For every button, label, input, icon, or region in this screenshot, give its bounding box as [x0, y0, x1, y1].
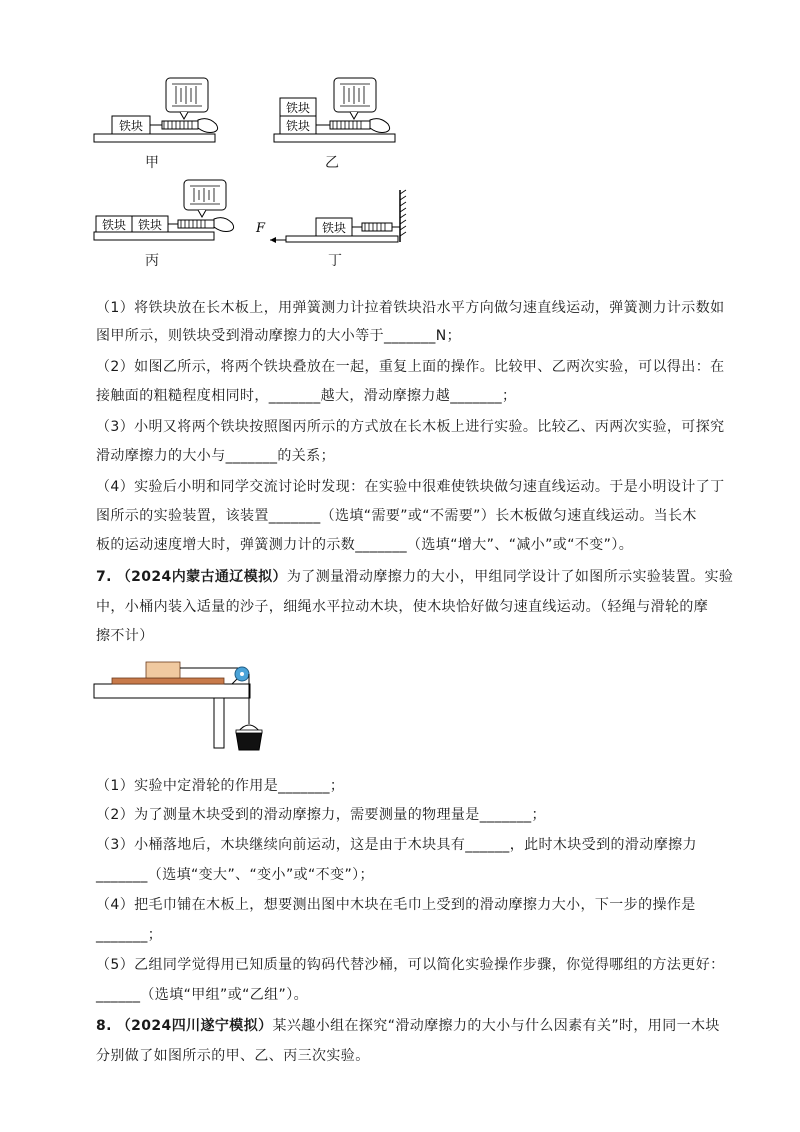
block-label: 铁块 — [285, 119, 311, 133]
q6-part4-line2: 图所示的实验装置，该装置_______（选填“需要”或“不需要”）长木板做匀速直线运动。当长木 — [96, 508, 697, 524]
figure-label-bing: 丙 — [145, 253, 159, 269]
figure-jia — [90, 72, 230, 150]
figure-yi — [270, 72, 410, 150]
q6-part4-line1: （4）实验后小明和同学交流讨论时发现：在实验中很难使铁块做匀速直线运动。于是小明设计了丁 — [96, 479, 725, 495]
q7-stem-line1 — [96, 568, 733, 586]
block-label: 铁块 — [118, 119, 144, 133]
q7-part5-line2: ______（选填“甲组”或“乙组”）。 — [96, 987, 309, 1003]
q6-part2-line2: 接触面的粗糙程度相同时，_______越大，滑动摩擦力越_______； — [96, 388, 517, 404]
q7-stem-text: 为了测量滑动摩擦力的大小，甲组同学设计了如图所示实验装置。实验 — [286, 569, 734, 585]
q7-stem-line2: 中，小桶内装入适量的沙子，细绳水平拉动木块，使木块恰好做匀速直线运动。（轻绳与滑轮的摩 — [96, 599, 709, 615]
q7-stem-line3: 擦不计） — [96, 628, 154, 644]
q6-part1-line2: 图甲所示，则铁块受到滑动摩擦力的大小等于_______N； — [96, 328, 462, 344]
force-label: F — [256, 221, 266, 236]
q8-source: （2024四川遂宁模拟） — [116, 1018, 273, 1034]
q8-stem-text: 某兴趣小组在探究“滑动摩擦力的大小与什么因素有关”时，用同一木块 — [272, 1018, 720, 1034]
q7-source: （2024内蒙古通辽模拟） — [116, 569, 287, 585]
figure-bing — [92, 176, 242, 248]
figure-ding — [250, 188, 410, 248]
q7-part4-line1: （4）把毛巾铺在木板上，想要测出图中木块在毛巾上受到的滑动摩擦力大小，下一步的操作是 — [96, 897, 696, 913]
q6-part4-line3: 板的运动速度增大时，弹簧测力计的示数_______（选填“增大”、“减小”或“不变”）。 — [96, 537, 634, 553]
figure-label-jia: 甲 — [145, 155, 159, 171]
q8-number: 8. — [96, 1018, 112, 1034]
figure-label-ding: 丁 — [328, 253, 342, 269]
q6-part3-line2: 滑动摩擦力的大小与_______的关系； — [96, 448, 335, 464]
q6-part3-line1: （3）小明又将两个铁块按照图丙所示的方式放在长木板上进行实验。比较乙、丙两次实验，可探究 — [96, 419, 725, 435]
q7-part5-line1: （5）乙组同学觉得用已知质量的钩码代替沙桶，可以简化实验操作步骤，你觉得哪组的方法更好： — [96, 957, 725, 973]
q8-stem-line1 — [96, 1017, 720, 1035]
q8-stem-line2: 分别做了如图所示的甲、乙、丙三次实验。 — [96, 1048, 370, 1064]
block-label: 铁块 — [101, 218, 127, 232]
q6-part1-line1: （1）将铁块放在长木板上，用弹簧测力计拉着铁块沿水平方向做匀速直线运动，弹簧测力计示数如 — [96, 300, 725, 316]
block-label: 铁块 — [285, 101, 311, 115]
q7-part4-line2: _______； — [96, 927, 163, 943]
block-label: 铁块 — [321, 221, 347, 235]
q7-part1: （1）实验中定滑轮的作用是_______； — [96, 778, 345, 794]
q7-number: 7. — [96, 569, 112, 585]
q7-part3-line2: _______（选填“变大”、“变小”或“不变”）； — [96, 867, 374, 883]
q7-part2: （2）为了测量木块受到的滑动摩擦力，需要测量的物理量是_______； — [96, 807, 546, 823]
block-label: 铁块 — [137, 218, 163, 232]
q7-part3-line1: （3）小桶落地后，木块继续向前运动，这是由于木块具有______，此时木块受到的滑动摩擦力 — [96, 837, 697, 853]
q7-apparatus-figure — [92, 656, 282, 756]
figure-label-yi: 乙 — [325, 155, 339, 171]
q6-part2-line1: （2）如图乙所示，将两个铁块叠放在一起，重复上面的操作。比较甲、乙两次实验，可以得出：在 — [96, 359, 725, 375]
